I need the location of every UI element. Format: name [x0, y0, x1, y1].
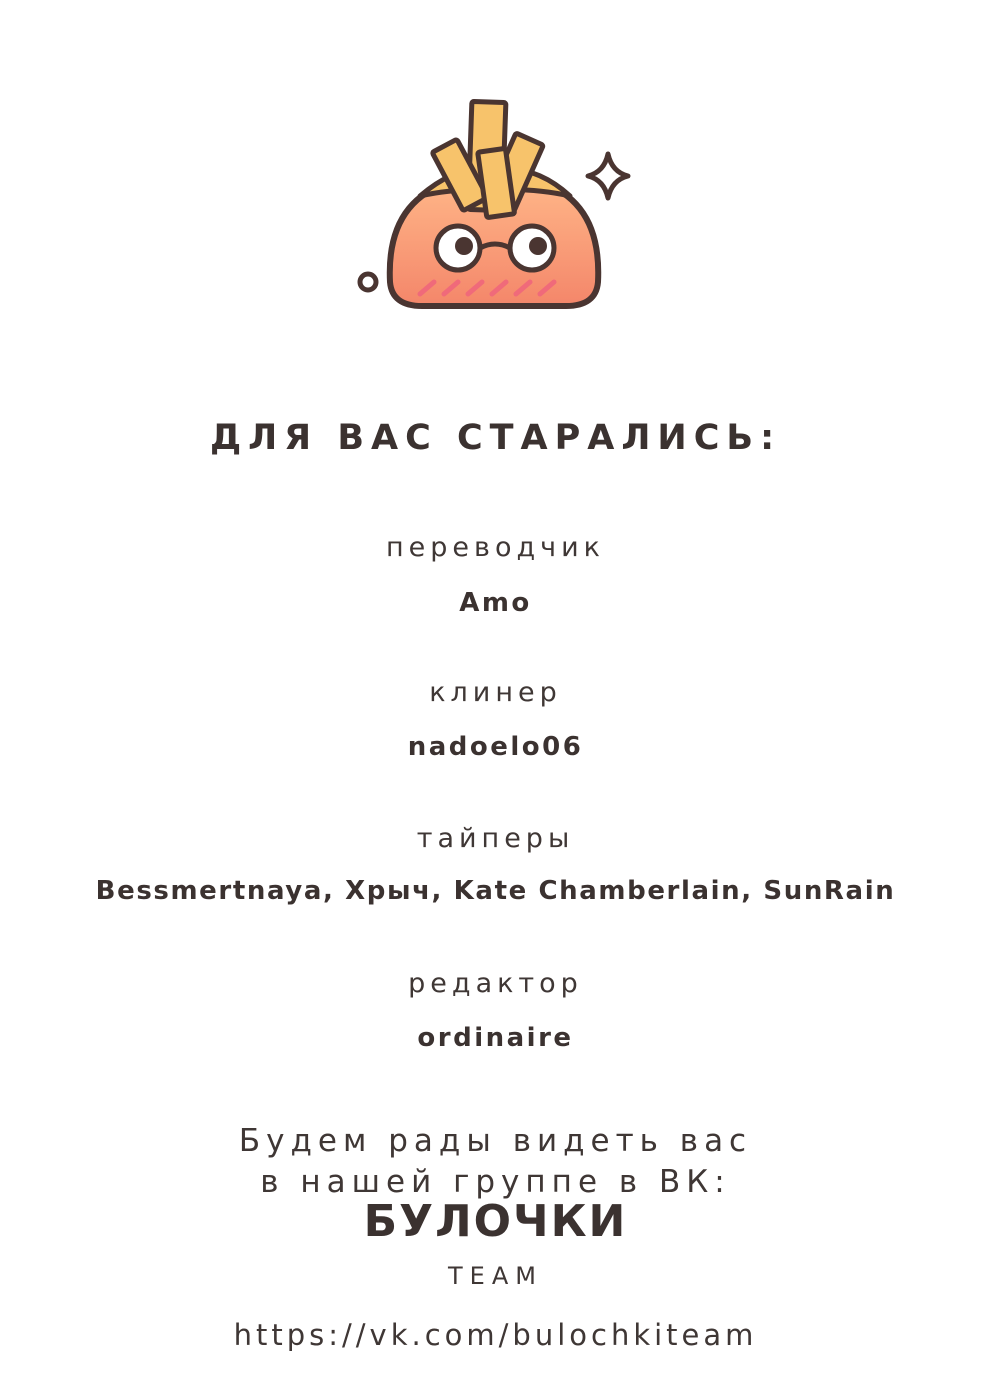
role-translator: переводчик — [386, 532, 605, 563]
group-suffix: TEAM — [448, 1262, 543, 1290]
name-editor: ordinaire — [417, 1023, 574, 1053]
invite-line-1: Будем рады видеть вас — [238, 1123, 753, 1159]
sparkle-icon — [588, 154, 628, 198]
role-editor: редактор — [408, 968, 583, 999]
small-dot-icon — [360, 274, 376, 290]
page-title: ДЛЯ ВАС СТАРАЛИСЬ: — [209, 418, 782, 458]
name-cleaner: nadoelo06 — [407, 732, 584, 762]
name-translator: Amo — [459, 588, 532, 618]
bun-mascot-icon — [350, 92, 640, 322]
name-typesetters: Bessmertnaya, Хрыч, Kate Chamberlain, SunRain — [95, 876, 896, 906]
role-typesetters: тайперы — [416, 823, 575, 854]
invite-line-2: в нашей группе в ВК: — [260, 1164, 731, 1200]
group-link[interactable]: https://vk.com/bulochkiteam — [233, 1318, 758, 1352]
role-cleaner: клинер — [429, 677, 562, 708]
group-name: БУЛОЧКИ — [363, 1196, 628, 1247]
